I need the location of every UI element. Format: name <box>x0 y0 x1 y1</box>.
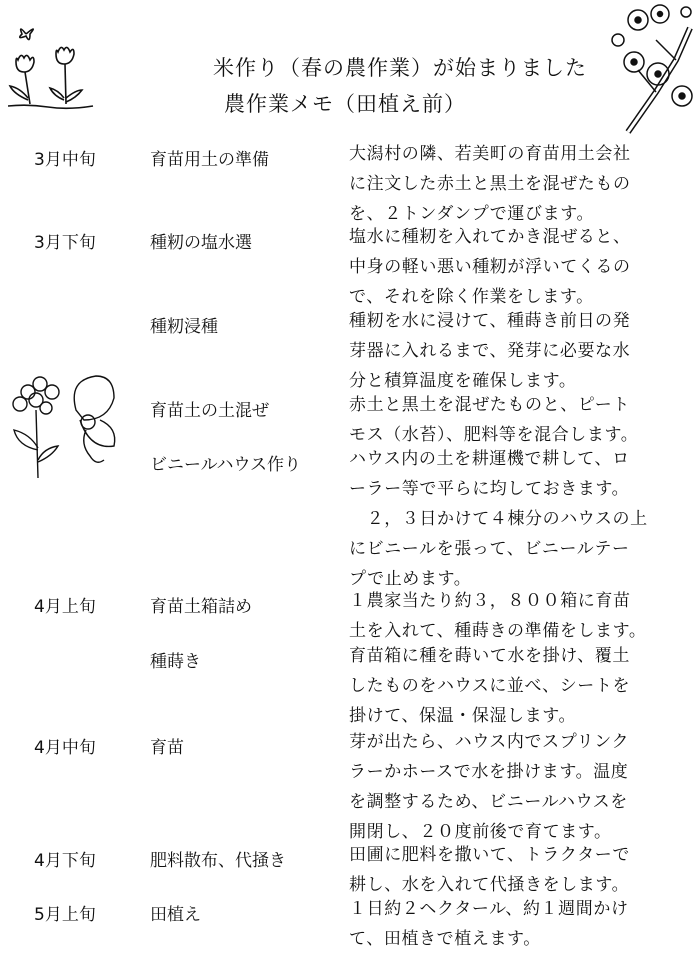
month-label: 4月中旬 <box>34 738 96 758</box>
description-line: 開閉し、２０度前後で育てます。 <box>349 822 612 842</box>
description-line: 耕し、水を入れて代掻きをします。 <box>349 875 630 895</box>
task-label: 育苗 <box>150 738 184 758</box>
task-label: 育苗用土の準備 <box>150 150 269 170</box>
task-label: 田植え <box>150 905 201 925</box>
description-line: 中身の軽い悪い種籾が浮いてくるの <box>349 257 631 277</box>
task-description <box>349 390 665 450</box>
description-line: で、それを除く作業をします。 <box>349 287 594 307</box>
description-line: に注文した赤土と黒土を混ぜたもの <box>349 174 631 194</box>
task-description <box>349 894 665 954</box>
description-line: 分と積算温度を確保します。 <box>349 371 577 391</box>
description-line: １農家当たり約３，８００箱に育苗 <box>349 591 631 611</box>
month-label: 4月上旬 <box>34 597 96 617</box>
task-description <box>349 840 665 900</box>
task-description <box>349 586 665 646</box>
description-line: 芽が出たら、ハウス内でスプリンク <box>349 732 630 752</box>
description-line: て、田植きで植えます。 <box>349 929 541 949</box>
task-label: 種蒔き <box>150 652 201 672</box>
description-line: モス（水苔）、肥料等を混合します。 <box>349 425 639 445</box>
description-line: ハウス内の土を耕運機で耕して、ロ <box>349 449 630 469</box>
description-line: １日約２ヘクタール、約１週間かけ <box>349 899 629 919</box>
description-line: 掛けて、保温・保湿します。 <box>349 706 577 726</box>
task-description <box>349 222 665 312</box>
task-description <box>349 444 665 594</box>
month-label: 3月中旬 <box>34 150 96 170</box>
description-line: にビニールを張って、ビニールテー <box>349 539 630 559</box>
task-description <box>349 306 665 396</box>
description-line: を、２トンダンプで運びます。 <box>349 204 595 224</box>
description-line: 田圃に肥料を撒いて、トラクターで <box>349 845 630 865</box>
description-line: プで止めます。 <box>349 569 472 589</box>
month-label: 4月下旬 <box>34 851 96 871</box>
description-line: 赤土と黒土を混ぜたものと、ピート <box>349 395 630 415</box>
month-label: 3月下旬 <box>34 233 96 253</box>
description-line: ２，３日かけて４棟分のハウスの上 <box>349 509 648 529</box>
flower-fairy-icon <box>6 370 131 480</box>
task-label: 種籾の塩水選 <box>150 233 252 253</box>
task-description <box>349 727 665 847</box>
task-label: 肥料散布、代掻き <box>150 851 286 871</box>
task-description <box>349 139 665 229</box>
month-label: 5月上旬 <box>34 905 96 925</box>
description-line: したものをハウスに並べ、シートを <box>349 676 631 696</box>
description-line: 芽器に入れるまで、発芽に必要な水 <box>349 341 631 361</box>
description-line: 塩水に種籾を入れてかき混ぜると、 <box>349 227 631 247</box>
task-label: ビニールハウス作り <box>150 455 301 475</box>
description-line: を調整するため、ビニールハウスを <box>349 792 628 812</box>
description-line: 土を入れて、種蒔きの準備をします。 <box>349 621 647 641</box>
task-label: 育苗土の土混ぜ <box>150 401 269 421</box>
task-description <box>349 641 665 731</box>
description-line: 育苗箱に種を蒔いて水を掛け、覆土 <box>349 646 630 666</box>
task-label: 育苗土箱詰め <box>150 597 252 617</box>
page-subtitle: 農作業メモ（田植え前） <box>224 92 466 116</box>
description-line: 大潟村の隣、若美町の育苗用土会社 <box>349 144 631 164</box>
page-title: 米作り（春の農作業）が始まりました <box>213 56 587 80</box>
description-line: 種籾を水に浸けて、種蒔き前日の発 <box>349 311 631 331</box>
task-label: 種籾浸種 <box>150 317 218 337</box>
description-line: ラーかホースで水を掛けます。温度 <box>349 762 629 782</box>
description-line: ーラー等で平らに均しておきます。 <box>349 479 630 499</box>
